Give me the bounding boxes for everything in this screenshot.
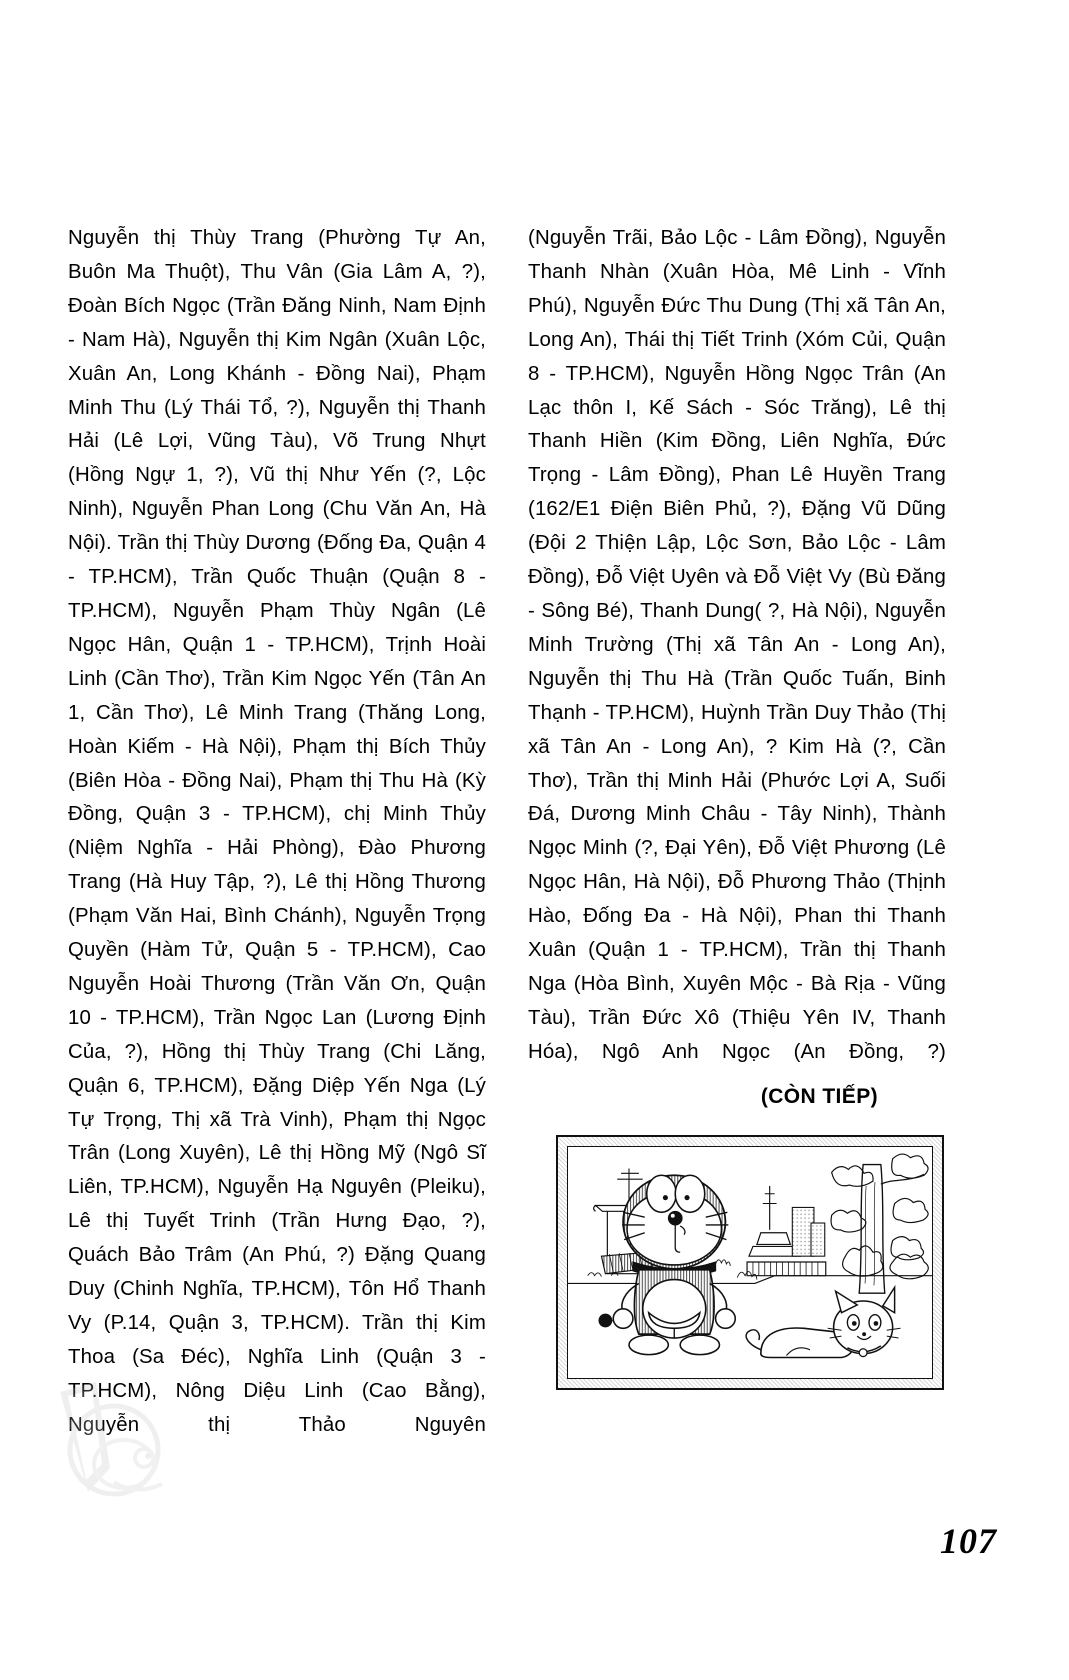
page-number: 107 (940, 1521, 997, 1561)
illustration-panel (556, 1135, 944, 1390)
continuation-label: (CÒN TIẾP) (760, 1085, 878, 1108)
doraemon-cat-scene-icon (568, 1147, 932, 1378)
text-column-right (528, 222, 946, 1104)
text-column-left (68, 222, 486, 1477)
column-left-paragraph: Nguyễn thị Thùy Trang (Phường Tự An, Buôn Ma Thuột), Thu Vân (Gia Lâm A, ?), Đoàn Bích Ngọc (Trần Đăng Ninh, Nam Định - Nam Hà), Nguyễn thị Kim Ngân (Xuân Lộc, Xuân An, Long Khánh - Đồng Nai), Phạm Minh Thu (Lý Thái Tổ, ?), Nguyễn thị Thanh Hải (Lê Lợi, Vũng Tàu), Võ Trung Nhựt (Hồng Ngự 1, ?), Vũ thị Như Yến (?, Lộc Ninh), Nguyễn Phan Long (Chu Văn An, Hà Nội). Trần thị Thùy Dương (Đống Đa, Quận 4 - TP.HCM), Trần Quốc Thuận (Quận 8 - TP.HCM), Nguyễn Phạm Thùy Ngân (Lê Ngọc Hân, Quận 1 - TP.HCM), Trịnh Hoài Linh (Cần Thơ), Trần Kim Ngọc Yến (Tân An 1, Cần Thơ), Lê Minh Trang (Thăng Long, Hoàn Kiếm - Hà Nội), Phạm thị Bích Thủy (Biên Hòa - Đồng Nai), Phạm thị Thu Hà (Kỳ Đồng, Quận 3 - TP.HCM), chị Minh Thủy (Niệm Nghĩa - Hải Phòng), Đào Phương Trang (Hà Huy Tập, ?), Lê thị Hồng Thương (Phạm Văn Hai, Bình Chánh), Nguyễn Trọng Quyền (Hàm Tử, Quận 5 - TP.HCM), Cao Nguyễn Hoài Thương (Trần Văn Ơn, Quận 10 - TP.HCM), Trần Ngọc Lan (Lương Định Của, ?), Hồng thị Thùy Trang (Chi Lăng, Quận 6, TP.HCM), Đặng Diệp Yến Nga (Lý Tự Trọng, Thị xã Trà Vinh), Phạm thị Ngọc Trân (Long Xuyên), Lê thị Hồng Mỹ (Ngô Sĩ Liên, TP.HCM), Nguyễn Hạ Nguyên (Pleiku), Lê thị Tuyết Trinh (Trần Hưng Đạo, ?), Quách Bảo Trâm (An Phú, ?) Đặng Quang Duy (Chinh Nghĩa, TP.HCM), Tôn Hổ Thanh Vy (P.14, Quận 3, TP.HCM). Trần thị Kim Thoa (Sa Đéc), Nghĩa Linh (Quận 3 - TP.HCM), Nông Diệu Linh (Cao Bằng), Nguyễn thị Thảo Nguyên (68, 227, 486, 1436)
publisher-logo-watermark (52, 1372, 202, 1507)
illustration-inner-frame (567, 1146, 933, 1379)
logo-icon (52, 1372, 202, 1507)
column-right-paragraph: (Nguyễn Trãi, Bảo Lộc - Lâm Đồng), Nguyễn Thanh Nhàn (Xuân Hòa, Mê Linh - Vĩnh Phú), Nguyễn Đức Thu Dung (Thị xã Tân An, Long An), Thái thị Tiết Trinh (Xóm Củi, Quận 8 - TP.HCM), Nguyễn Hồng Ngọc Trân (An Lạc thôn I, Kế Sách - Sóc Trăng), Lê thị Thanh Hiền (Kim Đồng, Liên Nghĩa, Đức Trọng - Lâm Đồng), Phan Lê Huyền Trang (162/E1 Điện Biên Phủ, ?), Đặng Vũ Dũng (Đội 2 Thiện Lập, Lộc Sơn, Bảo Lộc - Lâm Đồng), Đỗ Việt Uyên và Đỗ Việt Vy (Bù Đăng - Sông Bé), Thanh Dung( ?, Hà Nội), Nguyễn Minh Trường (Thị xã Tân An - Long An), Nguyễn thị Thu Hà (Trần Quốc Tuấn, Binh Thạnh - TP.HCM), Huỳnh Trần Duy Thảo (Thị xã Tân An - Long An), ? Kim Hà (?, Cần Thơ), Trần thị Minh Hải (Phước Lợi A, Suối Đá, Dương Minh Châu - Tây Ninh), Thành Ngọc Minh (?, Đại Yên), Đỗ Việt Phương (Lê Ngọc Hân, Hà Nội), Đỗ Phương Thảo (Thịnh Hào, Đống Đa - Hà Nội), Phan thi Thanh Xuân (Quận 1 - TP.HCM), Trần thị Thanh Nga (Hòa Bình, Xuyên Mộc - Bà Rịa - Vũng Tàu), Trần Đức Xô (Thiệu Yên IV, Thanh Hóa), Ngô Anh Ngọc (An Đồng, ?) (528, 227, 946, 1063)
illustration-outer-frame (556, 1135, 944, 1390)
